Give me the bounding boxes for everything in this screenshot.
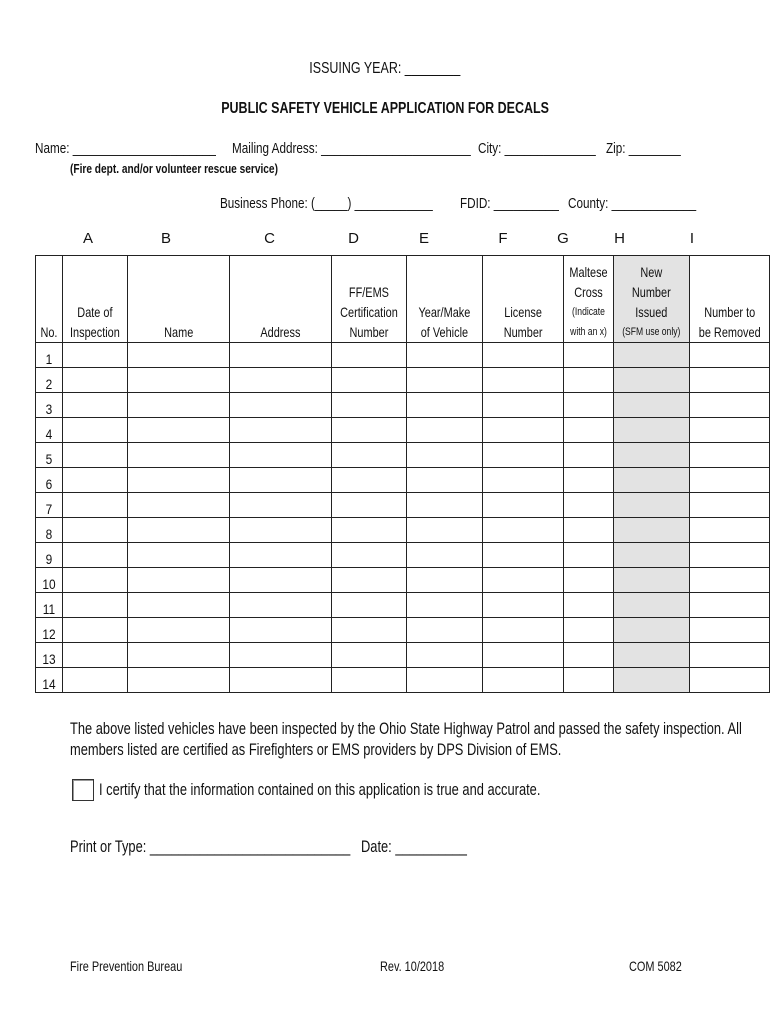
row-number: 10 bbox=[36, 568, 63, 593]
table-cell bbox=[614, 518, 690, 543]
table-cell bbox=[614, 443, 690, 468]
table-cell[interactable] bbox=[406, 368, 482, 393]
table-cell[interactable] bbox=[331, 493, 406, 518]
table-cell[interactable] bbox=[563, 443, 613, 468]
table-cell[interactable] bbox=[62, 493, 127, 518]
table-cell[interactable] bbox=[482, 593, 563, 618]
table-cell[interactable] bbox=[406, 418, 482, 443]
table-cell[interactable] bbox=[482, 643, 563, 668]
table-cell[interactable] bbox=[563, 393, 613, 418]
row-number: 13 bbox=[36, 643, 63, 668]
table-cell[interactable] bbox=[230, 593, 332, 618]
city-field[interactable]: City: ______________ bbox=[478, 140, 596, 157]
row-number: 4 bbox=[36, 418, 63, 443]
table-cell[interactable] bbox=[482, 493, 563, 518]
row-number: 12 bbox=[36, 618, 63, 643]
table-cell[interactable] bbox=[230, 568, 332, 593]
date-field[interactable]: Date: __________ bbox=[361, 838, 467, 856]
table-cell[interactable] bbox=[331, 618, 406, 643]
row-number: 11 bbox=[36, 593, 63, 618]
mailing-address-field[interactable]: Mailing Address: _______________________ bbox=[232, 140, 471, 157]
issuing-year: ISSUING YEAR: ________ bbox=[309, 60, 461, 77]
row-number: 8 bbox=[36, 518, 63, 543]
table-cell[interactable] bbox=[62, 668, 127, 693]
table-cell[interactable] bbox=[406, 668, 482, 693]
table-cell[interactable] bbox=[62, 618, 127, 643]
table-cell bbox=[614, 543, 690, 568]
table-cell[interactable] bbox=[406, 393, 482, 418]
table-cell[interactable] bbox=[331, 418, 406, 443]
table-cell[interactable] bbox=[230, 368, 332, 393]
table-row bbox=[36, 518, 770, 543]
table-cell[interactable] bbox=[563, 643, 613, 668]
table-cell[interactable] bbox=[563, 418, 613, 443]
table-cell[interactable] bbox=[331, 543, 406, 568]
table-cell[interactable] bbox=[563, 518, 613, 543]
column-letter: G bbox=[557, 230, 569, 247]
table-cell[interactable] bbox=[689, 493, 769, 518]
table-row bbox=[36, 418, 770, 443]
table-cell[interactable] bbox=[689, 568, 769, 593]
table-cell[interactable] bbox=[230, 643, 332, 668]
column-letter: C bbox=[264, 230, 275, 247]
table-cell[interactable] bbox=[62, 568, 127, 593]
table-cell[interactable] bbox=[406, 593, 482, 618]
header-license: License Number bbox=[482, 256, 563, 343]
table-cell bbox=[614, 393, 690, 418]
table-cell[interactable] bbox=[406, 493, 482, 518]
table-cell[interactable] bbox=[230, 468, 332, 493]
zip-field[interactable]: Zip: ________ bbox=[606, 140, 681, 157]
table-cell[interactable] bbox=[406, 443, 482, 468]
table-cell[interactable] bbox=[62, 393, 127, 418]
business-phone-field[interactable]: Business Phone: (_____) ____________ bbox=[220, 195, 433, 212]
table-cell[interactable] bbox=[563, 618, 613, 643]
table-cell[interactable] bbox=[689, 343, 769, 368]
table-cell bbox=[614, 643, 690, 668]
footer-form-number: COM 5082 bbox=[629, 958, 682, 974]
table-cell[interactable] bbox=[127, 618, 229, 643]
table-cell[interactable] bbox=[331, 393, 406, 418]
row-number: 7 bbox=[36, 493, 63, 518]
table-cell[interactable] bbox=[230, 493, 332, 518]
form-title: PUBLIC SAFETY VEHICLE APPLICATION FOR DECALS bbox=[221, 100, 549, 117]
table-cell bbox=[614, 493, 690, 518]
table-cell[interactable] bbox=[127, 593, 229, 618]
table-cell[interactable] bbox=[331, 643, 406, 668]
table-cell[interactable] bbox=[689, 618, 769, 643]
row-number: 3 bbox=[36, 393, 63, 418]
table-row bbox=[36, 443, 770, 468]
table-row bbox=[36, 593, 770, 618]
table-cell[interactable] bbox=[406, 568, 482, 593]
certify-checkbox[interactable] bbox=[72, 779, 94, 801]
fdid-field[interactable]: FDID: __________ bbox=[460, 195, 559, 212]
table-cell[interactable] bbox=[127, 343, 229, 368]
table-cell[interactable] bbox=[62, 643, 127, 668]
table-cell[interactable] bbox=[127, 543, 229, 568]
row-number: 5 bbox=[36, 443, 63, 468]
table-row bbox=[36, 493, 770, 518]
table-cell[interactable] bbox=[230, 393, 332, 418]
table-cell[interactable] bbox=[62, 343, 127, 368]
table-cell[interactable] bbox=[482, 668, 563, 693]
table-cell[interactable] bbox=[563, 368, 613, 393]
table-cell[interactable] bbox=[127, 393, 229, 418]
table-cell[interactable] bbox=[563, 493, 613, 518]
table-cell[interactable] bbox=[406, 618, 482, 643]
table-row bbox=[36, 568, 770, 593]
table-cell bbox=[614, 618, 690, 643]
county-field[interactable]: County: _____________ bbox=[568, 195, 697, 212]
footer-revision: Rev. 10/2018 bbox=[380, 958, 445, 974]
table-cell[interactable] bbox=[127, 493, 229, 518]
header-date: Date of Inspection bbox=[62, 256, 127, 343]
table-cell[interactable] bbox=[331, 518, 406, 543]
statement-line-2: members listed are certified as Firefighters or EMS providers by DPS Division of EMS. bbox=[70, 741, 562, 759]
table-cell[interactable] bbox=[331, 568, 406, 593]
table-cell[interactable] bbox=[406, 343, 482, 368]
table-cell[interactable] bbox=[482, 393, 563, 418]
row-number: 14 bbox=[36, 668, 63, 693]
table-cell[interactable] bbox=[230, 618, 332, 643]
table-row bbox=[36, 668, 770, 693]
table-row bbox=[36, 343, 770, 368]
table-cell bbox=[614, 418, 690, 443]
table-cell[interactable] bbox=[62, 443, 127, 468]
table-cell[interactable] bbox=[482, 518, 563, 543]
table-row bbox=[36, 543, 770, 568]
column-letter: H bbox=[614, 230, 625, 247]
row-number: 9 bbox=[36, 543, 63, 568]
table-cell[interactable] bbox=[563, 543, 613, 568]
table-cell[interactable] bbox=[127, 468, 229, 493]
table-cell[interactable] bbox=[482, 343, 563, 368]
statement-line-1: The above listed vehicles have been inspected by the Ohio State Highway Patrol and passed the safety inspection. All bbox=[70, 720, 742, 738]
table-cell[interactable] bbox=[482, 418, 563, 443]
table-cell[interactable] bbox=[689, 668, 769, 693]
table-cell[interactable] bbox=[230, 443, 332, 468]
table-cell[interactable] bbox=[689, 543, 769, 568]
row-number: 1 bbox=[36, 343, 63, 368]
decal-application-table bbox=[35, 255, 770, 693]
column-letters bbox=[35, 230, 727, 247]
table-cell[interactable] bbox=[482, 618, 563, 643]
table-cell bbox=[614, 593, 690, 618]
table-cell[interactable] bbox=[482, 568, 563, 593]
table-header-row bbox=[36, 256, 770, 343]
table-cell[interactable] bbox=[230, 668, 332, 693]
table-cell[interactable] bbox=[127, 668, 229, 693]
table-cell[interactable] bbox=[127, 643, 229, 668]
table-cell[interactable] bbox=[331, 593, 406, 618]
header-name: Name bbox=[127, 256, 229, 343]
table-row bbox=[36, 618, 770, 643]
header-new-number: New Number Issued (SFM use only) bbox=[614, 256, 690, 343]
table-cell[interactable] bbox=[563, 568, 613, 593]
table-cell[interactable] bbox=[62, 368, 127, 393]
table-cell[interactable] bbox=[127, 568, 229, 593]
table-cell[interactable] bbox=[563, 343, 613, 368]
table-cell[interactable] bbox=[689, 393, 769, 418]
name-note: (Fire dept. and/or volunteer rescue service) bbox=[70, 161, 278, 176]
table-cell[interactable] bbox=[331, 343, 406, 368]
table-cell[interactable] bbox=[482, 468, 563, 493]
table-cell[interactable] bbox=[230, 543, 332, 568]
name-field[interactable]: Name: ______________________ bbox=[35, 140, 216, 157]
table-row bbox=[36, 393, 770, 418]
column-letter: A bbox=[82, 230, 93, 247]
table-cell[interactable] bbox=[563, 468, 613, 493]
table-cell[interactable] bbox=[127, 368, 229, 393]
table-cell[interactable] bbox=[689, 643, 769, 668]
table-cell[interactable] bbox=[563, 668, 613, 693]
table-cell[interactable] bbox=[331, 443, 406, 468]
table-cell[interactable] bbox=[689, 368, 769, 393]
table-row bbox=[36, 368, 770, 393]
table-cell[interactable] bbox=[331, 368, 406, 393]
table-cell[interactable] bbox=[689, 443, 769, 468]
table-cell[interactable] bbox=[62, 418, 127, 443]
table-cell[interactable] bbox=[230, 343, 332, 368]
header-certification: FF/EMS Certification Number bbox=[331, 256, 406, 343]
table-row bbox=[36, 468, 770, 493]
header-address: Address bbox=[230, 256, 332, 343]
table-cell[interactable] bbox=[689, 468, 769, 493]
header-year-make: Year/Make of Vehicle bbox=[406, 256, 482, 343]
column-letter: B bbox=[160, 230, 171, 247]
table-cell[interactable] bbox=[127, 518, 229, 543]
table-cell[interactable] bbox=[482, 443, 563, 468]
row-number: 2 bbox=[36, 368, 63, 393]
table-cell[interactable] bbox=[563, 593, 613, 618]
column-letter: I bbox=[689, 230, 695, 247]
table-cell[interactable] bbox=[689, 518, 769, 543]
table-cell[interactable] bbox=[127, 418, 229, 443]
table-cell[interactable] bbox=[689, 418, 769, 443]
table-cell[interactable] bbox=[230, 518, 332, 543]
header-maltese-cross: Maltese Cross (Indicate with an x) bbox=[563, 256, 613, 343]
table-cell[interactable] bbox=[331, 468, 406, 493]
table-cell[interactable] bbox=[406, 468, 482, 493]
table-cell[interactable] bbox=[689, 593, 769, 618]
footer-bureau: Fire Prevention Bureau bbox=[70, 958, 183, 974]
table-cell bbox=[614, 343, 690, 368]
table-cell[interactable] bbox=[230, 418, 332, 443]
table-cell[interactable] bbox=[482, 368, 563, 393]
column-letter: F bbox=[498, 230, 508, 247]
column-letter: E bbox=[418, 230, 429, 247]
header-number-removed: Number to be Removed bbox=[689, 256, 769, 343]
table-cell[interactable] bbox=[62, 518, 127, 543]
table-cell[interactable] bbox=[62, 468, 127, 493]
table-cell[interactable] bbox=[406, 543, 482, 568]
row-number: 6 bbox=[36, 468, 63, 493]
table-row bbox=[36, 643, 770, 668]
table-cell[interactable] bbox=[62, 593, 127, 618]
table-cell[interactable] bbox=[482, 543, 563, 568]
table-cell[interactable] bbox=[62, 543, 127, 568]
table-cell bbox=[614, 468, 690, 493]
certify-label: I certify that the information contained on this application is true and accurate. bbox=[99, 781, 541, 799]
table-cell[interactable] bbox=[127, 443, 229, 468]
table-cell bbox=[614, 568, 690, 593]
table-cell[interactable] bbox=[331, 668, 406, 693]
column-letter: D bbox=[348, 230, 359, 247]
table-cell[interactable] bbox=[406, 643, 482, 668]
table-cell bbox=[614, 668, 690, 693]
table-cell bbox=[614, 368, 690, 393]
print-or-type-field[interactable]: Print or Type: ____________________________ bbox=[70, 838, 351, 856]
header-no: No. bbox=[36, 256, 63, 343]
table-cell[interactable] bbox=[406, 518, 482, 543]
